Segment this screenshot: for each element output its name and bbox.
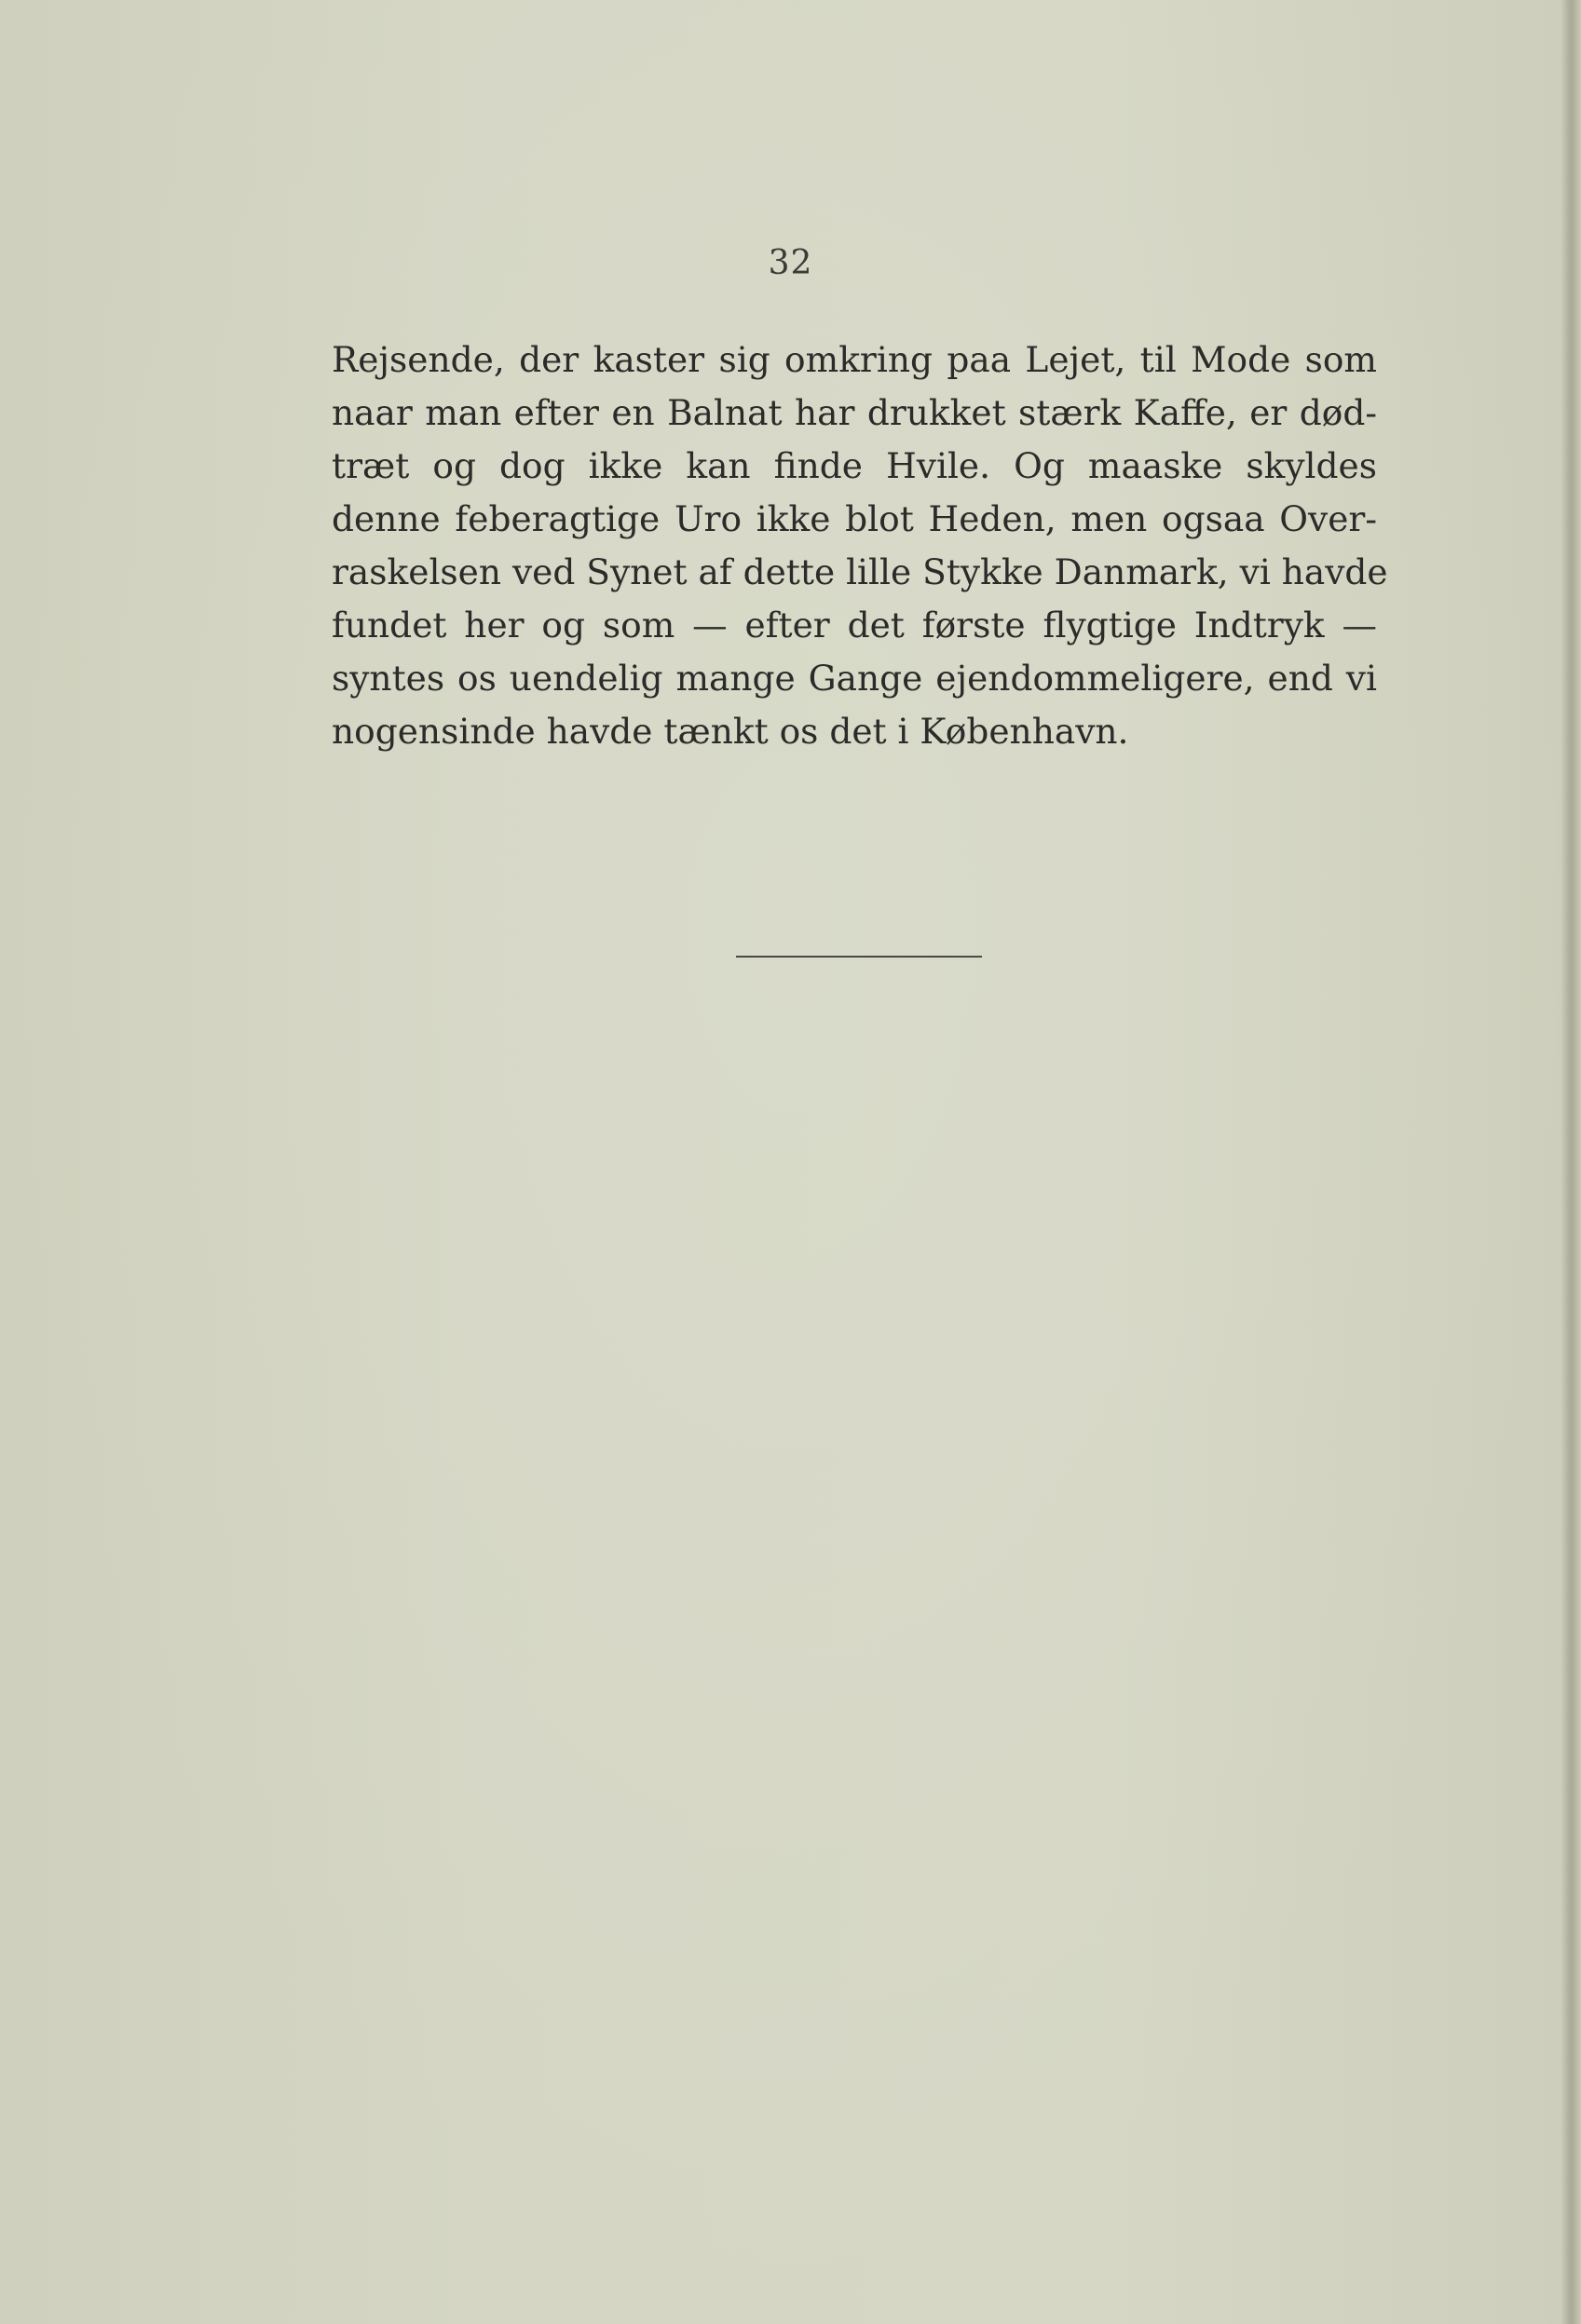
section-divider (736, 956, 982, 958)
text-line: denne feberagtige Uro ikke blot Heden, men ogsaa Over- (332, 498, 1377, 539)
text-line: naar man efter en Balnat har drukket stærk Kaffe, er død- (332, 392, 1377, 433)
text-line: raskelsen ved Synet af dette lille Stykke Danmark, vi havde (332, 551, 1388, 592)
text-line: syntes os uendelig mange Gange ejendommeligere, end vi (332, 658, 1377, 699)
text-line: fundet her og som — efter det første flygtige Indtryk — (332, 605, 1377, 646)
body-paragraph (332, 333, 1388, 758)
text-line: Rejsende, der kaster sig omkring paa Lejet, til Mode som (332, 339, 1377, 380)
text-line: træt og dog ikke kan finde Hvile. Og maaske skyldes (332, 445, 1377, 486)
page-edge (1561, 0, 1581, 2324)
text-line: nogensinde havde tænkt os det i København. (332, 711, 1129, 752)
page-number: 32 (768, 244, 813, 282)
